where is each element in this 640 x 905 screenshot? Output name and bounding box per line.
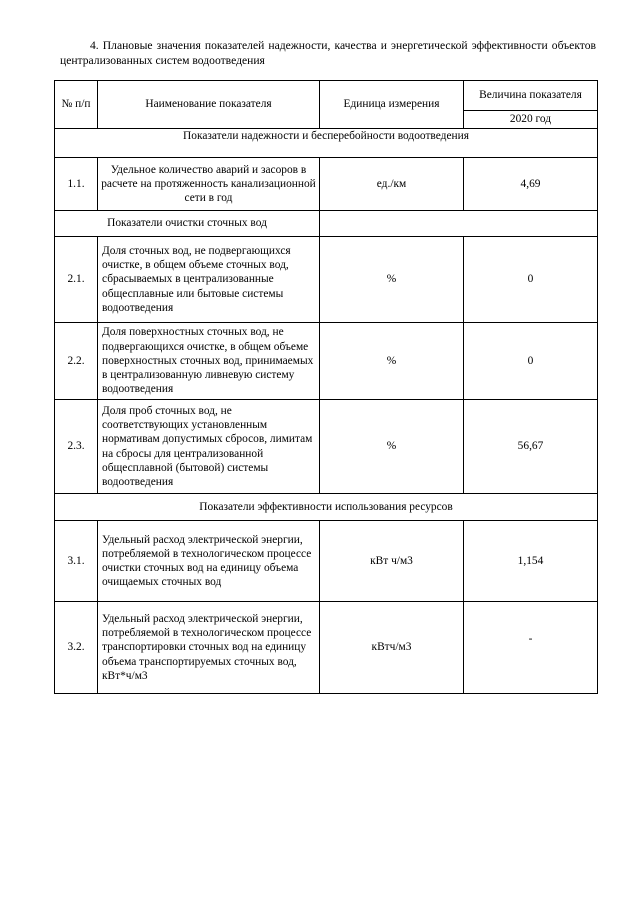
table-row [55, 521, 598, 602]
indicators-table [54, 80, 598, 694]
table-row [55, 158, 598, 211]
row-value: 0 [464, 323, 598, 400]
table-row [55, 237, 598, 323]
table-header-row [55, 81, 598, 111]
row-value: 4,69 [464, 158, 598, 211]
header-name: Наименование показателя [98, 81, 320, 129]
row-name: Удельный расход электрической энергии, потребляемой в технологическом процессе очистки сточных вод на единицу объема очищаемых сточных вод [98, 521, 320, 602]
section-title: Показатели надежности и бесперебойности водоотведения [55, 129, 598, 158]
section-title-row [55, 211, 598, 237]
row-unit: % [320, 323, 464, 400]
row-value: - [464, 602, 598, 694]
row-num: 2.1. [55, 237, 98, 323]
row-name: Доля проб сточных вод, не соответствующих установленным нормативам допустимых сбросов, лимитам на сбросы для централизованной общесплавной (бытовой) системы водоотведения [98, 400, 320, 494]
header-num: № п/п [55, 81, 98, 129]
row-num: 2.3. [55, 400, 98, 494]
section-title-row [55, 129, 598, 158]
table-row [55, 400, 598, 494]
row-unit: кВтч/м3 [320, 602, 464, 694]
row-name: Удельный расход электрической энергии, потребляемой в технологическом процессе транспортировки сточных вод на единицу объема транспортируемых сточных вод, кВт*ч/м3 [98, 602, 320, 694]
section-title-row [55, 494, 598, 521]
row-unit: ед./км [320, 158, 464, 211]
row-num: 3.1. [55, 521, 98, 602]
section-heading: 4. Плановые значения показателей надежности, качества и энергетической эффективности объектов централизованных систем водоотведения [60, 39, 596, 67]
row-value: 56,67 [464, 400, 598, 494]
row-unit: % [320, 400, 464, 494]
row-num: 2.2. [55, 323, 98, 400]
row-name: Доля поверхностных сточных вод, не подвергающихся очистке, в общем объеме поверхностных сточных вод, принимаемых в централизованную ливневую систему водоотведения [98, 323, 320, 400]
section-title: Показатели очистки сточных вод [55, 211, 320, 237]
row-name: Доля сточных вод, не подвергающихся очистке, в общем объеме сточных вод, сбрасываемых в централизованные общесплавные или бытовые системы водоотведения [98, 237, 320, 323]
section-title: Показатели эффективности использования ресурсов [55, 494, 598, 521]
row-num: 1.1. [55, 158, 98, 211]
table-row [55, 323, 598, 400]
section-empty-cell [320, 211, 598, 237]
row-unit: % [320, 237, 464, 323]
row-num: 3.2. [55, 602, 98, 694]
header-value: Величина показателя [464, 81, 598, 111]
header-year: 2020 год [464, 111, 598, 129]
row-unit: кВт ч/м3 [320, 521, 464, 602]
row-value: 1,154 [464, 521, 598, 602]
header-unit: Единица измерения [320, 81, 464, 129]
row-value: 0 [464, 237, 598, 323]
row-name: Удельное количество аварий и засоров в расчете на протяженность канализационной сети в год [98, 158, 320, 211]
table-row [55, 602, 598, 694]
